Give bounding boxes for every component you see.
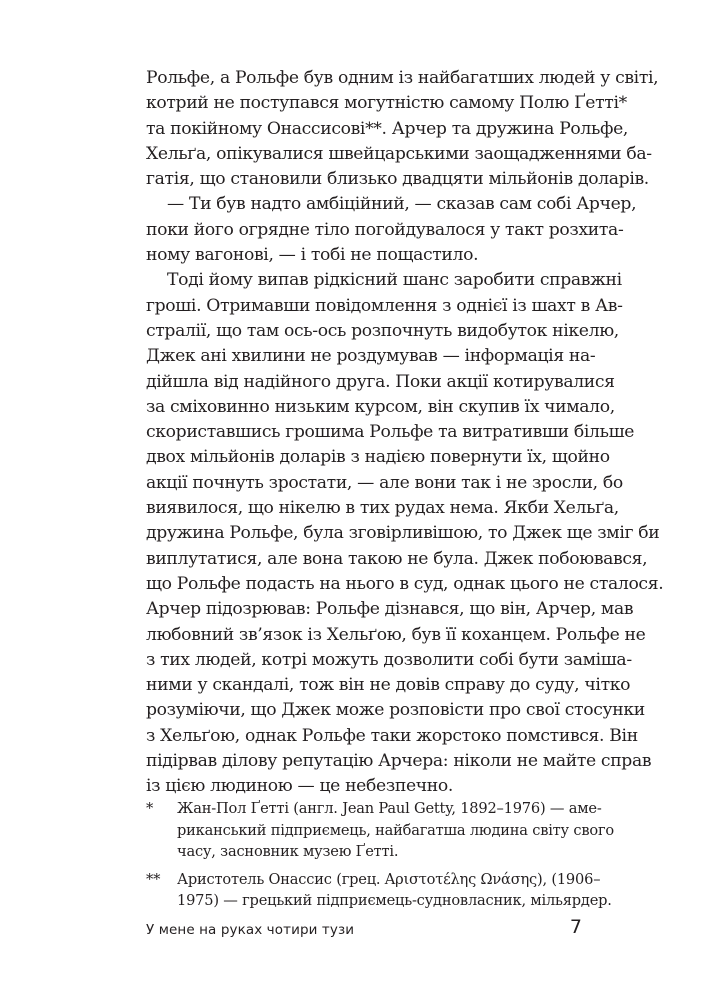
footnote-getty (146, 798, 614, 863)
text-line: та покійному Онассисові**. Арчер та дружина Рольфе, (146, 118, 629, 139)
text-line: Хельґа, опікувалися швейцарськими заощадженнями ба- (146, 143, 652, 164)
footnote-marker: ** (146, 870, 161, 888)
text-line: Джек ані хвилини не роздумував — інформація на- (146, 346, 596, 367)
footnote-onassis (146, 869, 612, 912)
footnote-line: часу, засновник музею Ґетті. (177, 843, 399, 860)
page-number: 7 (569, 916, 582, 938)
footnote-line: 1975) — грецький підприємець-судновласник, мільярдер. (177, 892, 612, 909)
text-line: розуміючи, що Джек може розповісти про свої стосунки (146, 700, 645, 721)
text-line: скориставшись грошима Рольфе та витративши більше (146, 422, 635, 443)
text-line: дружина Рольфе, була зговірливішою, то Джек ще зміг би (146, 523, 660, 544)
text-line: стралії, що там ось-ось розпочнуть видобуток нікелю, (146, 320, 619, 341)
body-text (146, 66, 664, 800)
footnote-marker: * (146, 800, 154, 817)
text-line: поки його огрядне тіло погойдувалося у такт розхита- (146, 219, 624, 240)
text-line: ними у скандалі, тож він не довів справу до суду, чітко (146, 675, 631, 696)
text-line: двох мільйонів доларів з надією повернути їх, щойно (146, 447, 610, 468)
footnote-line: Аристотель Онассис (грец. Αριστοτέλης Ωνάσης), (1906– (177, 870, 601, 888)
text-line: котрий не поступався могутністю самому Полю Ґетті* (146, 93, 627, 114)
text-line: із цією людиною — це небезпечно. (146, 776, 454, 797)
text-line: виявилося, що нікелю в тих рудах нема. Якби Хельґа, (146, 498, 619, 519)
text-line: підірвав ділову репутацію Арчера: ніколи не майте справ (146, 751, 652, 772)
text-line: гатія, що становили близько двадцяти мільйонів доларів. (146, 169, 649, 190)
text-line: з Хельґою, однак Рольфе таки жорстоко помстився. Він (146, 725, 638, 746)
text-line: Рольфе, а Рольфе був одним із найбагатших людей у світі, (146, 68, 659, 88)
text-line: що Рольфе подасть на нього в суд, однак цього не сталося. (146, 573, 664, 594)
text-line: з тих людей, котрі можуть дозволити собі бути заміша- (146, 649, 632, 670)
footnote-line: Жан-Пол Ґетті (англ. Jean Paul Getty, 1892–1976) — аме- (177, 800, 602, 817)
text-line: Арчер підозрював: Рольфе дізнався, що він, Арчер, мав (146, 599, 634, 620)
running-title: У мене на руках чотири тузи (146, 922, 355, 938)
footnote-line: риканський підприємець, найбагатша людина світу свого (177, 821, 614, 839)
text-line: дійшла від надійного друга. Поки акції котирувалися (146, 371, 615, 392)
text-line: виплутатися, але вона такою не була. Джек побоювався, (146, 548, 648, 569)
text-line: ному вагонові, — і тобі не пощастило. (146, 245, 479, 266)
page-footer (146, 916, 582, 946)
text-line: гроші. Отримавши повідомлення з однієї із шахт в Ав- (146, 295, 623, 316)
text-line: Тоді йому випав рідкісний шанс заробити справжні (167, 270, 622, 291)
text-line: любовний зв’язок із Хельґою, був її коханцем. Рольфе не (146, 624, 646, 645)
text-line: за сміховинно низьким курсом, він скупив їх чимало, (146, 396, 615, 417)
text-line: — Ти був надто амбіційний, — сказав сам собі Арчер, (167, 194, 637, 215)
footnotes (146, 798, 614, 912)
text-line: акції почнуть зростати, — але вони так і не зросли, бо (146, 472, 623, 493)
